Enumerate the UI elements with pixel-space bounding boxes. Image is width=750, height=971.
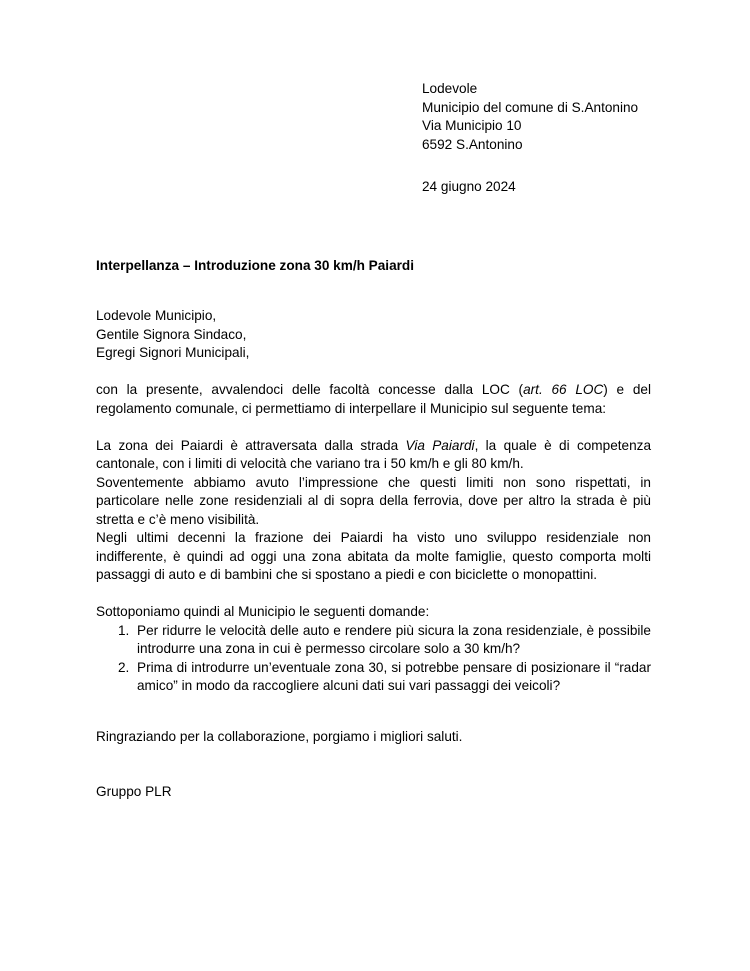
salutation-line: Lodevole Municipio, — [96, 308, 217, 323]
question-text: Per ridurre le velocità delle auto e rendere più sicura la zona residenziale, è possibile introdurre una zona in cui è permesso circolare solo a 30 km/h? — [137, 622, 651, 656]
salutation — [96, 307, 651, 363]
letter-date: 24 giugno 2024 — [422, 179, 516, 194]
paragraph-text: , la quale è di competenza cantonale, con i limiti di velocità che variano tra i 50 km/h e gli 80 km/h. — [96, 437, 652, 471]
street-name: Via Paiardi — [405, 437, 475, 453]
recipient-address — [422, 80, 722, 154]
letter-body — [96, 307, 651, 696]
question-item — [96, 622, 651, 659]
questions-intro: Sottoponiamo quindi al Municipio le seguenti domande: — [96, 604, 430, 619]
recipient-line: Lodevole — [422, 81, 478, 96]
question-number: 2. — [118, 659, 130, 675]
paragraph-3: Negli ultimi decenni la frazione dei Paiardi ha visto uno sviluppo residenziale non indifferente, è quindi ad oggi una zona abitata da molte famiglie, questo comporta molti passaggi di auto e di bambini che si spostano a piedi e con biciclette o monopattini. — [96, 530, 651, 582]
question-item — [96, 659, 651, 696]
intro-paragraph — [96, 381, 651, 418]
paragraph-text: La zona dei Paiardi è attraversata dalla strada — [96, 437, 406, 453]
recipient-line: 6592 S.Antonino — [422, 136, 523, 152]
intro-text: con la presente, avvalendoci delle facoltà concesse dalla LOC ( — [96, 382, 524, 397]
closing-line: Ringraziando per la collaborazione, porgiamo i migliori saluti. — [96, 729, 463, 744]
salutation-line: Egregi Signori Municipali, — [96, 345, 250, 360]
recipient-line: Municipio del comune di S.Antonino — [422, 99, 639, 115]
paragraph-2: Soventemente abbiamo avuto l’impressione che questi limiti non sono rispettati, in particolare nelle zone residenziali al di sopra della ferrovia, dove per altro la strada è più stretta e c’è meno visibilità. — [96, 474, 651, 527]
paragraph-1 — [96, 437, 651, 474]
letter-subject: Interpellanza – Introduzione zona 30 km/h Paiardi — [96, 258, 415, 273]
questions-list — [96, 622, 651, 696]
intro-reference: art. 66 LOC — [523, 382, 604, 397]
salutation-line: Gentile Signora Sindaco, — [96, 326, 247, 342]
signature: Gruppo PLR — [96, 784, 172, 799]
question-text: Prima di introdurre un’eventuale zona 30, si potrebbe pensare di posizionare il “radar amico” in modo da raccogliere alcuni dati sui vari passaggi dei veicoli? — [137, 659, 651, 693]
question-number: 1. — [118, 622, 130, 638]
intro-text: ) e del regolamento comunale, ci permettiamo di interpellare il Municipio sul seguente tema: — [96, 382, 651, 416]
recipient-line: Via Municipio 10 — [422, 118, 522, 133]
